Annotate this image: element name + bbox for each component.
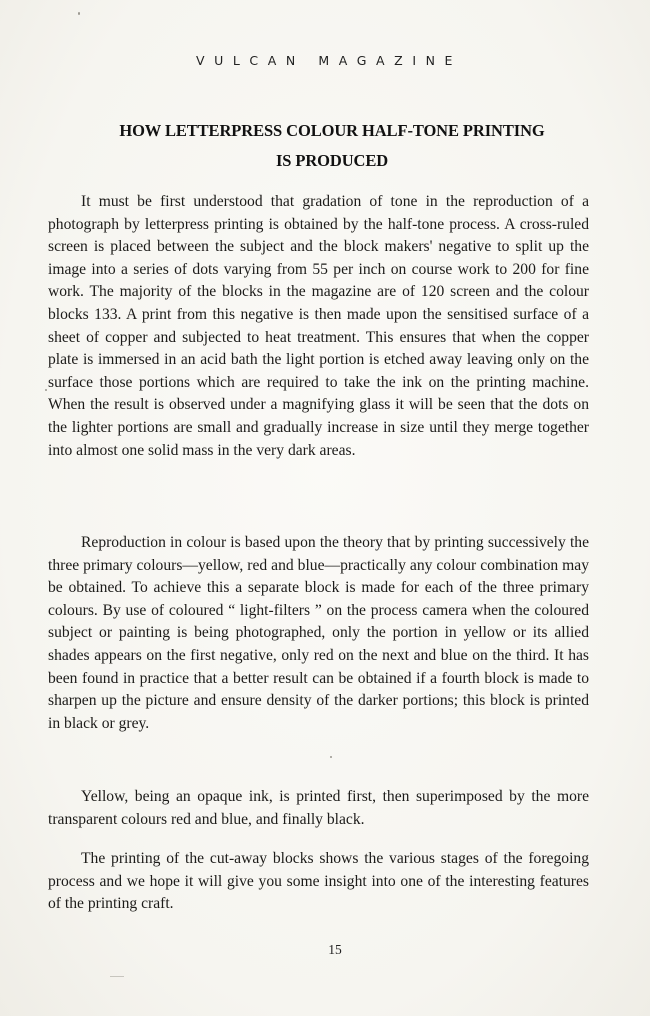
page-number: 15 xyxy=(328,942,342,957)
title-line-2: IS PRODUCED xyxy=(275,151,389,170)
running-head: VULCAN MAGAZINE xyxy=(195,53,463,68)
print-speck xyxy=(330,756,332,758)
paragraph-halftone-process: It must be first understood that gradation of tone in the reproduction of a photograph by letterpress printing is obtained by the half-tone process. A cross-ruled screen is placed between the subject and the block makers' negative to split up the image into a series of dots varying from 55 per inch on course work to 200 for fine work. The majority of the blocks in the magazine are of 120 screen and the colour blocks 133. A print from this negative is then made upon the sensitised surface of a sheet of copper and subjected to heat treatment. This ensures that when the copper plate is immersed in an acid bath the light portion is etched away leaving only on the surface those portions which are required to take the ink on the printing machine. When the result is observed under a magnifying glass it will be seen that the dots on the lighter portions are small and gradually increase in size until they merge together into almost one solid mass in the very dark areas. xyxy=(48,193,589,459)
article-title xyxy=(60,116,604,176)
print-speck xyxy=(110,976,124,977)
paragraph-printing-order: Yellow, being an opaque ink, is printed first, then superimposed by the more transparent colours red and blue, and finally black. xyxy=(48,788,589,828)
paragraph-conclusion: The printing of the cut-away blocks shows the various stages of the foregoing process and we hope it will give you some insight into one of the interesting features of the printing craft. xyxy=(48,850,589,913)
print-speck xyxy=(78,12,80,15)
title-line-1: HOW LETTERPRESS COLOUR HALF-TONE PRINTING xyxy=(119,121,545,140)
print-speck xyxy=(45,389,47,391)
paragraph-colour-reproduction: Reproduction in colour is based upon the theory that by printing successively the three primary colours—yellow, red and blue—practically any colour combination may be obtained. To achieve this a separate block is made for each of the three primary colours. By use of coloured “ light-filters ” on the process camera when the coloured subject or painting is being photographed, only the portion in yellow or its allied shades appears on the first negative, only red on the next and blue on the third. It has been found in practice that a better result can be obtained if a fourth block is made to sharpen up the picture and ensure density of the darker portions; this block is printed in black or grey. xyxy=(48,534,589,732)
